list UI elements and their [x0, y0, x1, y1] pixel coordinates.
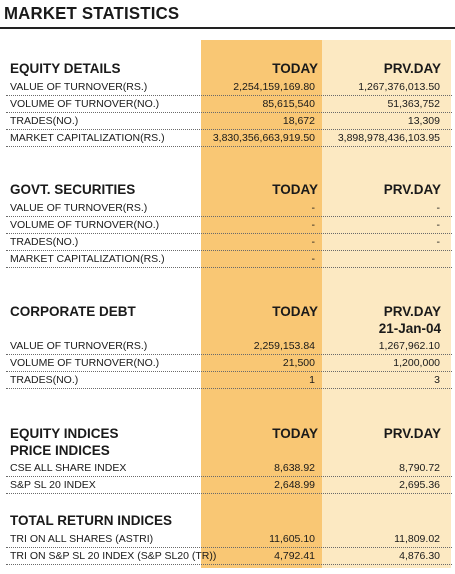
- prv-day-value: 1,267,962.10: [378, 340, 440, 352]
- column-header-today: TODAY: [272, 182, 318, 197]
- prv-day-value: 1,200,000: [393, 357, 440, 369]
- row-label: MARKET CAPITALIZATION(RS.): [10, 132, 165, 144]
- row-label: VALUE OF TURNOVER(RS.): [10, 340, 148, 352]
- column-header-prv-day: PRV.DAY: [383, 304, 441, 319]
- table-row: [6, 460, 452, 477]
- column-header-today: TODAY: [272, 304, 318, 319]
- table-row: [6, 217, 452, 234]
- row-label: VALUE OF TURNOVER(RS.): [10, 202, 148, 214]
- row-label: TRADES(NO.): [10, 374, 79, 386]
- prv-day-value: 2,695.36: [399, 479, 440, 491]
- table-row: [6, 531, 452, 548]
- today-value: 8,638.92: [274, 462, 315, 474]
- row-label: TRADES(NO.): [10, 115, 79, 127]
- table-row: [6, 234, 452, 251]
- table-row: [6, 251, 452, 268]
- table-row: [6, 355, 452, 372]
- prv-day-value: 1,267,376,013.50: [358, 81, 440, 93]
- column-header-prv-day: PRV.DAY: [383, 61, 441, 76]
- column-header-prv-day: PRV.DAY: [383, 182, 441, 197]
- title-divider: [0, 27, 455, 29]
- section-heading-corporate-debt: CORPORATE DEBT: [10, 304, 136, 319]
- subheading-price-indices: PRICE INDICES: [10, 443, 110, 458]
- today-value: 3,830,356,663,919.50: [212, 132, 315, 144]
- column-header-today: TODAY: [272, 61, 318, 76]
- today-value: -: [311, 253, 315, 265]
- table-row: [6, 548, 452, 565]
- row-label: CSE ALL SHARE INDEX: [10, 462, 127, 474]
- today-value: 2,259,153.84: [253, 340, 315, 352]
- section-heading-govt-securities: GOVT. SECURITIES: [10, 182, 136, 197]
- row-label: VOLUME OF TURNOVER(NO.): [10, 98, 160, 110]
- table-row: [6, 477, 452, 494]
- prv-day-date: 21-Jan-04: [378, 321, 441, 336]
- today-value: 21,500: [282, 357, 315, 369]
- section-heading-total-return-indices: TOTAL RETURN INDICES: [10, 513, 173, 528]
- table-row: [6, 200, 452, 217]
- prv-day-value: 8,790.72: [399, 462, 440, 474]
- row-label: TRI ON ALL SHARES (ASTRI): [10, 533, 154, 545]
- table-row: [6, 96, 452, 113]
- row-label: S&P SL 20 INDEX: [10, 479, 96, 491]
- section-heading-equity-indices: EQUITY INDICES: [10, 426, 119, 441]
- row-label: TRI ON S&P SL 20 INDEX (S&P SL20 (TR)): [10, 550, 217, 562]
- today-value: -: [311, 236, 315, 248]
- row-label: MARKET CAPITALIZATION(RS.): [10, 253, 165, 265]
- today-value: 4,792.41: [274, 550, 315, 562]
- row-label: VALUE OF TURNOVER(RS.): [10, 81, 148, 93]
- today-value: -: [311, 202, 315, 214]
- table-row: [6, 338, 452, 355]
- row-label: VOLUME OF TURNOVER(NO.): [10, 357, 160, 369]
- today-value: 2,254,159,169.80: [233, 81, 315, 93]
- table-row: [6, 372, 452, 389]
- prv-day-value: 51,363,752: [387, 98, 440, 110]
- today-value: 18,672: [282, 115, 315, 127]
- today-value: -: [311, 219, 315, 231]
- today-value: 11,605.10: [269, 533, 315, 545]
- prv-day-value: 11,809.02: [394, 533, 440, 545]
- prv-day-value: -: [436, 202, 440, 214]
- column-header-prv-day: PRV.DAY: [383, 426, 441, 441]
- table-row: [6, 130, 452, 147]
- table-row: [6, 113, 452, 130]
- prv-day-value: -: [436, 236, 440, 248]
- prv-day-value: 13,309: [407, 115, 440, 127]
- today-value: 85,615,540: [262, 98, 315, 110]
- prv-day-value: 4,876.30: [399, 550, 440, 562]
- prv-day-value: 3: [434, 374, 440, 386]
- row-label: VOLUME OF TURNOVER(NO.): [10, 219, 160, 231]
- today-value: 1: [309, 374, 315, 386]
- page-title: MARKET STATISTICS: [4, 3, 180, 23]
- today-value: 2,648.99: [274, 479, 315, 491]
- prv-day-value: -: [436, 219, 440, 231]
- section-heading-equity-details: EQUITY DETAILS: [10, 61, 121, 76]
- row-label: TRADES(NO.): [10, 236, 79, 248]
- table-row: [6, 79, 452, 96]
- column-header-today: TODAY: [272, 426, 318, 441]
- prv-day-value: 3,898,978,436,103.95: [337, 132, 440, 144]
